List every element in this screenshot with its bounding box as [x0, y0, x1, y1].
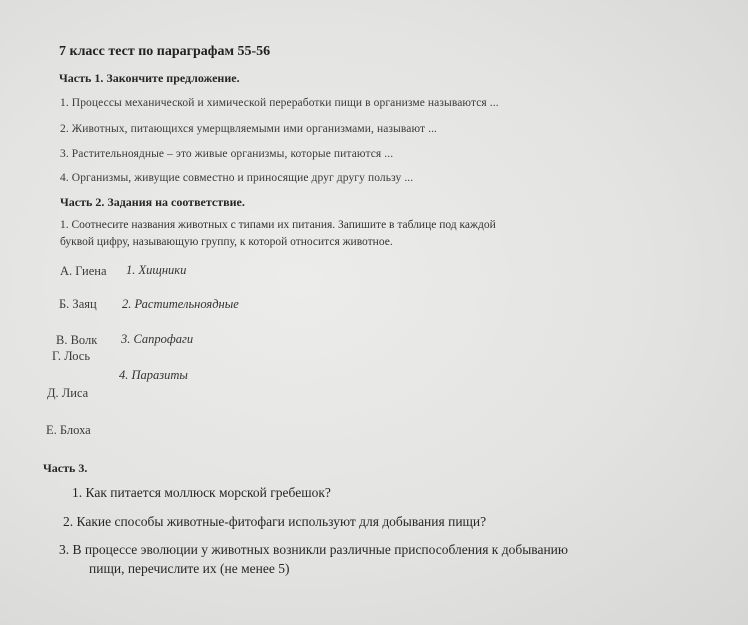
- part3-question-2: 2. Какие способы животные-фитофаги используют для добывания пищи?: [63, 514, 487, 529]
- part3-question-3-line1: 3. В процессе эволюции у животных возникли различные приспособления к добыванию: [59, 542, 568, 557]
- group-3: 3. Сапрофаги: [121, 332, 194, 346]
- part2-instruction-line2: буквой цифру, называющую группу, к которой относится животное.: [60, 236, 393, 248]
- part1-item-2: 2. Животных, питающихся умерщвляемыми ими организмами, называют ...: [60, 123, 438, 135]
- group-4: 4. Паразиты: [119, 368, 188, 382]
- animal-a: А. Гиена: [60, 264, 107, 278]
- part3-heading: Часть 3.: [43, 461, 88, 475]
- animal-e: Е. Блоха: [46, 423, 91, 437]
- part1-heading: Часть 1. Закончите предложение.: [59, 71, 240, 85]
- part3-question-1: 1. Как питается моллюск морской гребешок?: [72, 485, 331, 500]
- part2-heading: Часть 2. Задания на соответствие.: [60, 195, 245, 209]
- part3-question-3-line2: пищи, перечислите их (не менее 5): [89, 561, 290, 576]
- group-2: 2. Растительноядные: [122, 297, 239, 311]
- part1-item-1: 1. Процессы механической и химической переработки пищи в организме называются ...: [60, 97, 499, 109]
- part2-instruction-line1: 1. Соотнесите названия животных с типами их питания. Запишите в таблице под каждой: [60, 219, 496, 231]
- animal-v: В. Волк: [56, 333, 98, 347]
- animal-b: Б. Заяц: [59, 297, 97, 311]
- part1-item-3: 3. Растительноядные – это живые организмы, которые питаются ...: [60, 148, 394, 160]
- group-1: 1. Хищники: [126, 263, 187, 277]
- animal-d: Д. Лиса: [47, 386, 89, 400]
- animal-g: Г. Лось: [52, 349, 91, 363]
- page-title: 7 класс тест по параграфам 55-56: [59, 44, 271, 59]
- part1-item-4: 4. Организмы, живущие совместно и приносящие друг другу пользу ...: [60, 172, 414, 184]
